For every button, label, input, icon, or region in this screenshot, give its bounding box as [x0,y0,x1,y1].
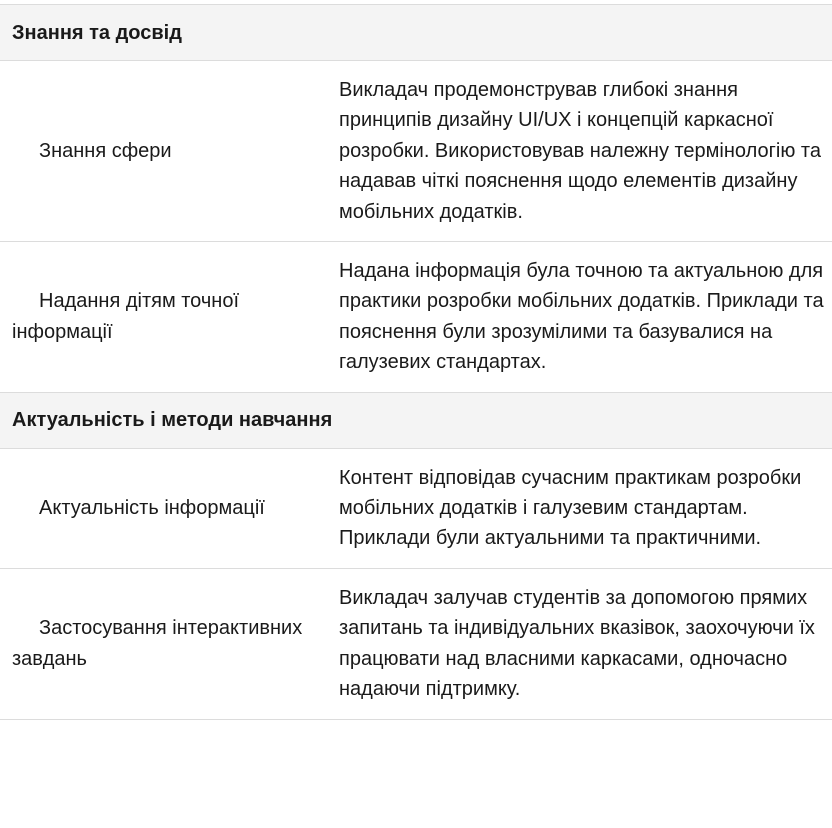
evaluation-table [0,4,832,720]
criterion-cell: Знання сфери [0,61,328,242]
table-row [0,242,832,393]
feedback-cell: Викладач залучав студентів за допомогою прямих запитань та індивідуальних вказівок, заохочуючи їх працювати над власними каркасами, одночасно надаючи підтримку. [328,568,832,719]
feedback-cell: Контент відповідав сучасним практикам розробки мобільних додатків і галузевим стандартам. Приклади були актуальними та практичними. [328,448,832,568]
feedback-cell: Викладач продемонстрував глибокі знання принципів дизайну UI/UX і концепцій каркасної розробки. Використовував належну термінологію та надавав чіткі пояснення щодо елементів дизайну мобільних додатків. [328,61,832,242]
table-row [0,61,832,242]
feedback-cell: Надана інформація була точною та актуальною для практики розробки мобільних додатків. Приклади та пояснення були зрозумілими та базувалися на галузевих стандартах. [328,242,832,393]
table-row [0,568,832,719]
criterion-cell: Актуальність інформації [0,448,328,568]
section-header-row [0,392,832,448]
table-row [0,448,832,568]
criterion-cell: Застосування інтерактивних завдань [0,568,328,719]
section-header-row [0,5,832,61]
criterion-cell: Надання дітям точної інформації [0,242,328,393]
section-title: Знання та досвід [0,5,832,61]
section-title: Актуальність і методи навчання [0,392,832,448]
